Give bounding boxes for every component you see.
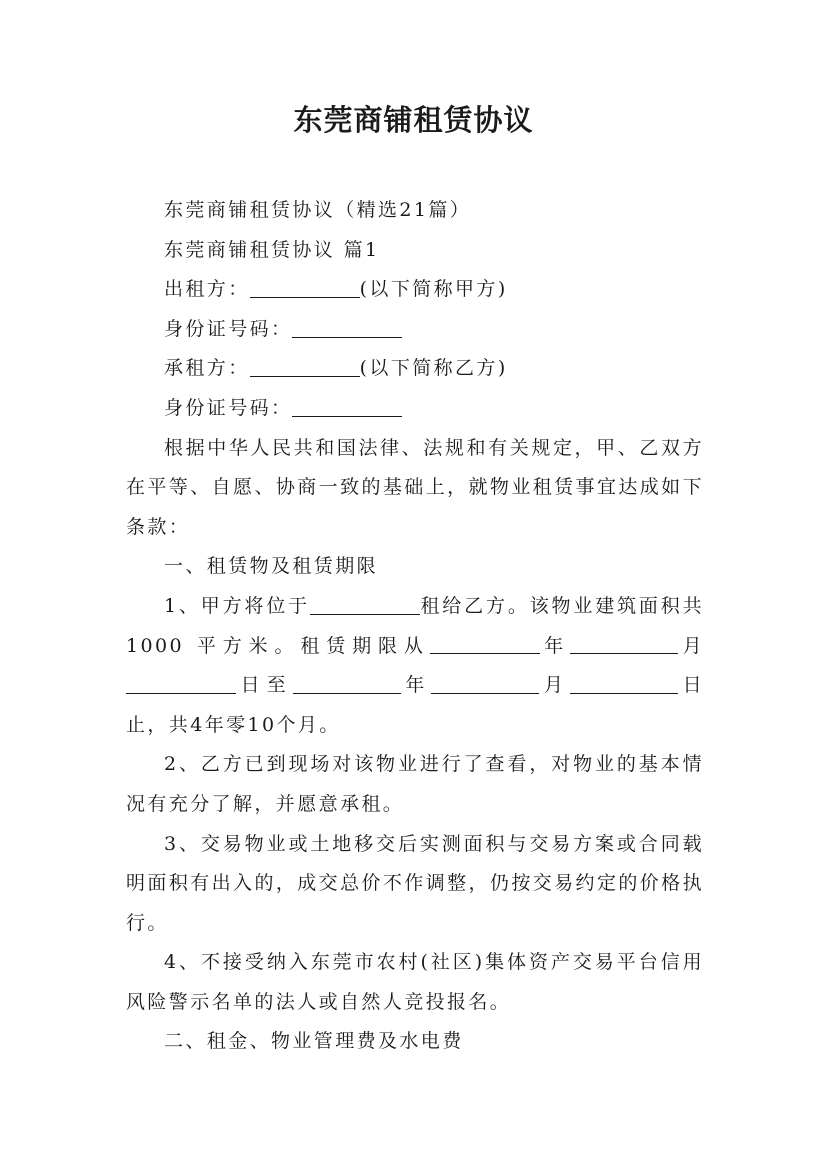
clause-heading-2: 二、租金、物业管理费及水电费 — [164, 1030, 464, 1053]
lessor-label: 出租方： — [164, 278, 250, 301]
start-day-blank — [126, 674, 236, 694]
clause-1-2: 2、乙方已到现场对该物业进行了查看，对物业的基本情况有充分了解，并愿意承租。 — [126, 753, 704, 815]
preamble-paragraph: 根据中华人民共和国法律、法规和有关规定，甲、乙双方在平等、自愿、协商一致的基础上，就物业租赁事宜达成如下条款： — [126, 436, 704, 538]
end-year-blank — [293, 674, 401, 694]
lessee-id-label: 身份证号码： — [164, 396, 293, 419]
clause-1-3: 3、交易物业或土地移交后实测面积与交易方案或合同载明面积有出入的，成交总价不作调整，仍按交易约定的价格执行。 — [126, 832, 704, 934]
property-location-blank — [310, 595, 420, 615]
year-label-1: 年 — [539, 634, 571, 657]
lessee-blank — [250, 357, 360, 377]
clause-1-1-end: 日止，共4年零10个月。 — [126, 674, 705, 736]
clause-1-1 — [126, 587, 704, 745]
clause-1-4: 4、不接受纳入东莞市农村(社区)集体资产交易平台信用风险警示名单的法人或自然人竞投报名。 — [126, 951, 704, 1013]
subtitle-line: 东莞商铺租赁协议（精选21篇） — [164, 199, 472, 221]
end-month-blank — [431, 674, 539, 694]
document-body — [126, 191, 704, 1062]
clause-1-1-part-b: 租给乙方。该物业建筑面积共1000 平方米。租赁期限从 — [126, 594, 705, 657]
lessor-line — [126, 270, 704, 310]
end-day-blank — [570, 674, 678, 694]
clause-1-1-part-a: 1、甲方将位于 — [164, 594, 311, 617]
day-to-label: 日至 — [236, 674, 293, 697]
lessee-id-line — [126, 389, 704, 429]
document-title: 东莞商铺租赁协议 — [293, 103, 534, 137]
lessee-label: 承租方： — [164, 357, 250, 380]
lessor-suffix: (以下简称甲方) — [359, 278, 508, 301]
lessee-id-blank — [292, 397, 402, 417]
lessor-id-blank — [292, 318, 402, 338]
lessor-id-label: 身份证号码： — [164, 317, 293, 340]
section-heading: 东莞商铺租赁协议 篇1 — [164, 238, 380, 261]
start-year-blank — [430, 634, 540, 654]
month-label-1: 月 — [678, 634, 705, 657]
clause-heading-1: 一、租赁物及租赁期限 — [164, 555, 379, 578]
lessee-line — [126, 349, 704, 389]
lessee-suffix: (以下简称乙方) — [359, 357, 508, 380]
year-label-2: 年 — [400, 674, 432, 697]
lessor-blank — [250, 278, 360, 298]
month-label-2: 月 — [539, 674, 570, 697]
start-month-blank — [570, 634, 678, 654]
lessor-id-line — [126, 310, 704, 350]
